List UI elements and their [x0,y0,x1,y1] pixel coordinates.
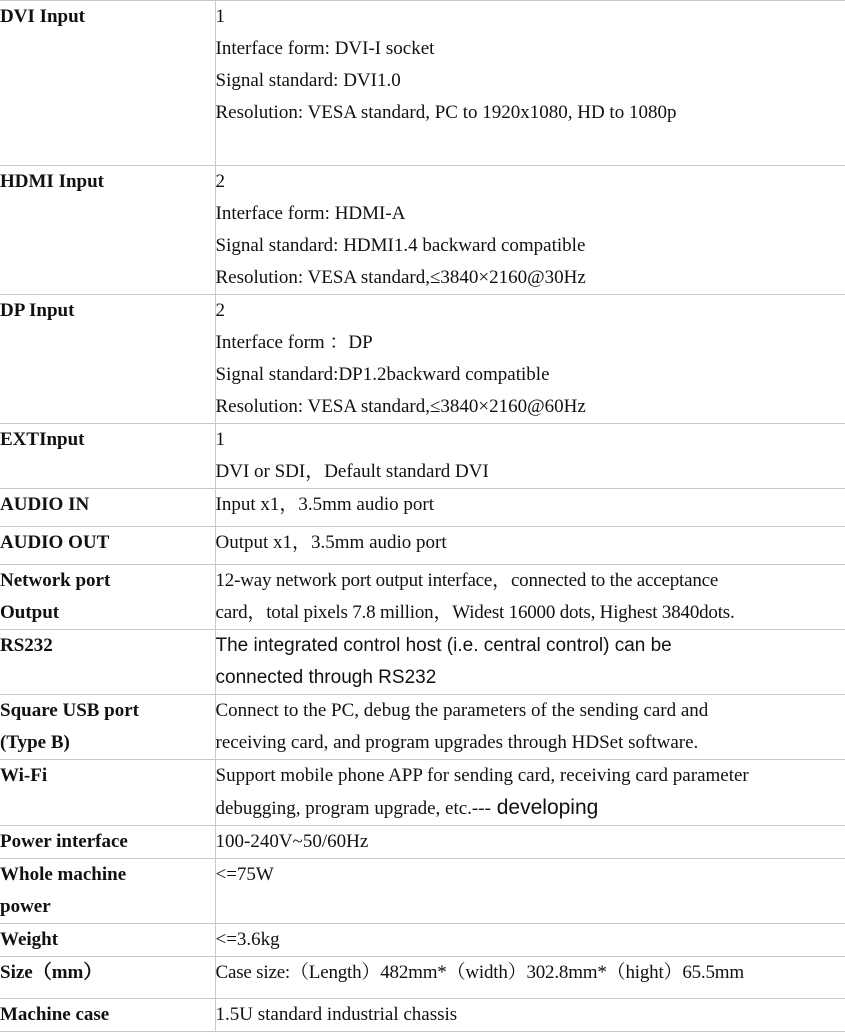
table-row-network-port-output [0,565,845,630]
value-line: <=3.6kg [216,924,845,956]
row-value [215,565,845,630]
value-line: Signal standard: HDMI1.4 backward compatible [216,230,845,262]
value-line: Resolution: VESA standard,≤3840×2160@60Hz [216,391,845,423]
row-label: RS232 [0,630,215,695]
value-line: Case size:（Length）482mm*（width）302.8mm*（hight）65.5mm [216,957,845,989]
value-line: Interface form: DVI-I socket [216,33,845,65]
row-label: Size（mm） [0,957,215,999]
row-label: Weight [0,924,215,957]
value-line: <=75W [216,859,845,891]
value-line-suffix: developing [491,796,598,819]
table-row-weight [0,924,845,957]
table-row-power-interface [0,826,845,859]
row-label: Wi-Fi [0,760,215,826]
label-line: Output [0,597,215,629]
value-line: card，total pixels 7.8 million，Widest 16000 dots, Highest 3840dots. [216,597,845,629]
label-line: Whole machine [0,859,215,891]
label-line: Square USB port [0,695,215,727]
row-label: HDMI Input [0,166,215,295]
table-row-size [0,957,845,999]
value-line: Input x1，3.5mm audio port [216,489,845,521]
row-value [215,295,845,424]
row-label [0,859,215,924]
value-line: Signal standard:DP1.2backward compatible [216,359,845,391]
row-value [215,527,845,565]
value-line [216,792,845,825]
row-label [0,565,215,630]
value-line: Interface form ：DP [216,327,845,359]
row-label: Machine case [0,999,215,1032]
row-label: AUDIO IN [0,489,215,527]
row-value [215,1,845,166]
row-value [215,924,845,957]
value-line: receiving card, and program upgrades through HDSet software. [216,727,845,759]
value-line: Connect to the PC, debug the parameters of the sending card and [216,695,845,727]
row-label: Power interface [0,826,215,859]
value-line: The integrated control host (i.e. central control) can be [216,630,845,662]
value-line: 2 [216,166,845,198]
value-line: 1.5U standard industrial chassis [216,999,845,1031]
row-label [0,695,215,760]
value-line: 1 [216,1,845,33]
value-line: connected through RS232 [216,662,845,694]
table-row-dvi-input [0,1,845,166]
value-line: Resolution: VESA standard,≤3840×2160@30Hz [216,262,845,294]
value-line: 12-way network port output interface，connected to the acceptance [216,565,845,597]
row-label: EXTInput [0,424,215,489]
table-row-rs232 [0,630,845,695]
row-label: DVI Input [0,1,215,166]
table-row-wifi [0,760,845,826]
table-row-machine-case [0,999,845,1032]
label-line: (Type B) [0,727,215,759]
label-line: power [0,891,215,923]
row-value [215,424,845,489]
table-row-hdmi-input [0,166,845,295]
row-value [215,826,845,859]
table-row-ext-input [0,424,845,489]
table-row-audio-in [0,489,845,527]
table-row-square-usb-port [0,695,845,760]
value-line: 2 [216,295,845,327]
row-value [215,859,845,924]
row-value [215,630,845,695]
label-line: Network port [0,565,215,597]
row-value [215,957,845,999]
value-line: Output x1，3.5mm audio port [216,527,845,559]
value-line: Interface form: HDMI-A [216,198,845,230]
row-value [215,999,845,1032]
row-label: AUDIO OUT [0,527,215,565]
row-value [215,760,845,826]
table-row-dp-input [0,295,845,424]
row-label: DP Input [0,295,215,424]
table-row-whole-machine-power [0,859,845,924]
value-line: Resolution: VESA standard, PC to 1920x1080, HD to 1080p [216,97,845,129]
row-value [215,166,845,295]
value-line: 1 [216,424,845,456]
value-line: DVI or SDI，Default standard DVI [216,456,845,488]
table-row-audio-out [0,527,845,565]
row-value [215,695,845,760]
value-line: 100-240V~50/60Hz [216,826,845,858]
value-line: Signal standard: DVI1.0 [216,65,845,97]
value-line-main: debugging, program upgrade, etc.--- [216,798,491,819]
row-value [215,489,845,527]
value-line: Support mobile phone APP for sending card, receiving card parameter [216,760,845,792]
